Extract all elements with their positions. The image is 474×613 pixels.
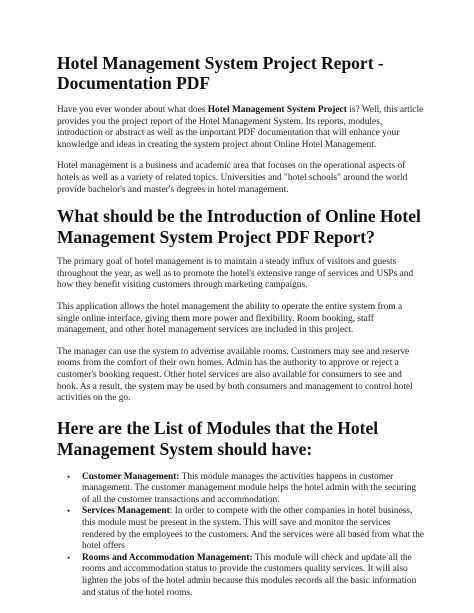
application-paragraph: This application allows the hotel management the ability to operate the entire system from a single online interface, giving them more power and flexibility. Room booking, staff management, and other hotel management services are included in this project. bbox=[57, 301, 403, 336]
module-item-rooms-management bbox=[67, 552, 425, 599]
module-description: This module will check and update all the rooms and accommodation status to provide the customers quality services. It will also lighten the jobs of the hotel admin because this modules records all the basic information and status of the hotel rooms. bbox=[82, 552, 417, 598]
hotel-management-paragraph: Hotel management is a business and academic area that focuses on the operational aspects of hotels as well as a variety of related topics. Universities and "hotel schools" around the world provide bachelor's and master's degrees in hotel management. bbox=[57, 161, 408, 195]
module-name: Services Management bbox=[82, 506, 170, 517]
module-item-services-management bbox=[67, 506, 425, 552]
manager-paragraph: The manager can use the system to advertise available rooms. Customers may see and reserve rooms from the comfort of their own homes. Admin has the authority to approve or reject a customer's booking request. Other hotel services are also available for consumers to see and book. As a result, the system may be used by both consumers and management to control hotel activities on the go. bbox=[57, 346, 413, 404]
module-item-customer-management bbox=[67, 471, 425, 507]
modules-heading: Here are the List of Modules that the Hotel Management System should have: bbox=[57, 417, 379, 459]
bullet-icon: • bbox=[67, 471, 71, 482]
bullet-icon: • bbox=[67, 552, 71, 563]
intro-text-start: Have you ever wonder about what does bbox=[57, 105, 208, 115]
module-description: : In order to compete with the other companies in hotel business, this module must be present in the system. This will save and monitor the services rendered by the employees to the customers. And the services were all based from what the hotel offers bbox=[82, 506, 425, 552]
document-title: Hotel Management System Project Report - Documentation PDF bbox=[57, 53, 384, 93]
intro-paragraph bbox=[57, 105, 425, 151]
document-content bbox=[57, 53, 425, 599]
module-name: Customer Management: bbox=[82, 471, 180, 482]
bullet-icon: • bbox=[67, 506, 71, 517]
primary-goal-paragraph: The primary goal of hotel management is to maintain a steady influx of visitors and guests throughout the year, as well as to promote the hotel's extensive range of services and USPs and how they benefit visiting customers through marketing campaigns. bbox=[57, 257, 414, 291]
module-description: This module manages the activities happens in customer management. The customer management module helps the hotel admin with the securing of all the customer transactions and accommodation. bbox=[82, 471, 417, 505]
modules-list bbox=[57, 472, 425, 600]
introduction-heading: What should be the Introduction of Online Hotel Management System Project PDF Report? bbox=[57, 206, 421, 248]
module-name: Rooms and Accommodation Management: bbox=[82, 552, 253, 563]
intro-text-end: is? Well, this article provides you the project report of the Hotel Management System. Its reports, modules, introduction or abstract as well as the important PDF documentation that will enhance your knowledge and ideas in creating the system project about Online Hotel Management. bbox=[57, 105, 424, 150]
intro-bold-term: Hotel Management System Project bbox=[207, 105, 347, 115]
